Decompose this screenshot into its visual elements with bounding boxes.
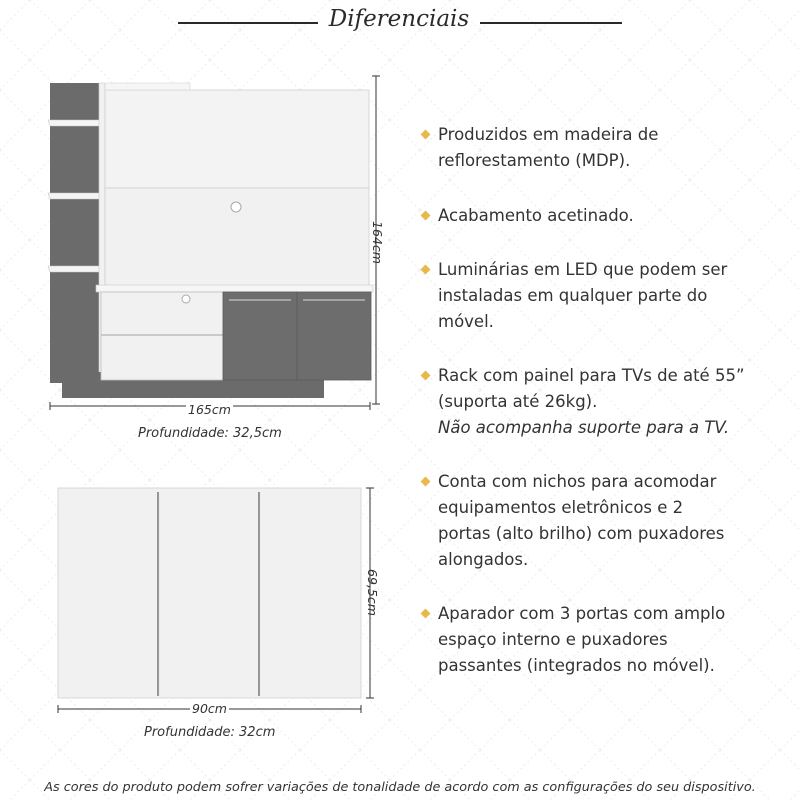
color-disclaimer: As cores do produto podem sofrer variações de tonalidade de acordo com as configurações do seu dispositivo. — [44, 780, 756, 795]
rack-top — [96, 285, 373, 292]
sideboard-width-label: 90cm — [192, 701, 227, 716]
feature-item: Produzidos em madeira de reflorestamento (MDP). — [420, 122, 795, 174]
feature-item: Aparador com 3 portas com amplo espaço interno e puxadores passantes (integrados no móvel). — [420, 601, 795, 679]
rack-door-right — [297, 292, 371, 380]
rack-width-label: 165cm — [188, 402, 231, 417]
page-title: Diferenciais — [328, 6, 470, 32]
diamond-bullet-icon — [421, 211, 431, 221]
diamond-bullet-icon — [421, 477, 431, 487]
rack-depth-label: Profundidade: 32,5cm — [138, 426, 282, 441]
section-header — [178, 6, 622, 42]
sideboard-drawing — [50, 480, 380, 720]
rack-door-left — [223, 292, 297, 380]
title-rule-right — [480, 22, 622, 24]
diamond-bullet-icon — [421, 609, 431, 619]
feature-list — [420, 122, 795, 679]
feature-note: Não acompanha suporte para a TV. — [438, 418, 730, 437]
rack-panel-upper — [105, 90, 369, 188]
diamond-bullet-icon — [421, 371, 431, 381]
rack-top-cap — [105, 83, 190, 90]
sideboard-body — [58, 488, 361, 698]
feature-item: Conta com nichos para acomodar equipamentos eletrônicos e 2 portas (alto brilho) com puxadores alongados. — [420, 469, 795, 573]
feature-item: Luminárias em LED que podem ser instaladas em qualquer parte do móvel. — [420, 257, 795, 335]
rack-shelf — [48, 120, 100, 126]
rack-open-niche — [101, 292, 223, 380]
rack-height-label: 164cm — [369, 221, 385, 264]
sideboard-height-label: 69,5cm — [364, 569, 380, 616]
sideboard-depth-label: Profundidade: 32cm — [144, 725, 276, 740]
rack-side-column — [50, 83, 102, 383]
cable-hole — [182, 295, 190, 303]
feature-item: Rack com painel para TVs de até 55” (suporta até 26kg). Não acompanha suporte para a TV. — [420, 363, 795, 441]
title-rule-left — [178, 22, 318, 24]
cable-hole — [231, 202, 241, 212]
rack-shelf — [48, 266, 100, 272]
feature-item: Acabamento acetinado. — [420, 203, 795, 229]
diamond-bullet-icon — [421, 130, 431, 140]
diamond-bullet-icon — [421, 265, 431, 275]
tv-rack-drawing — [40, 70, 390, 420]
rack-shelf — [48, 193, 100, 199]
